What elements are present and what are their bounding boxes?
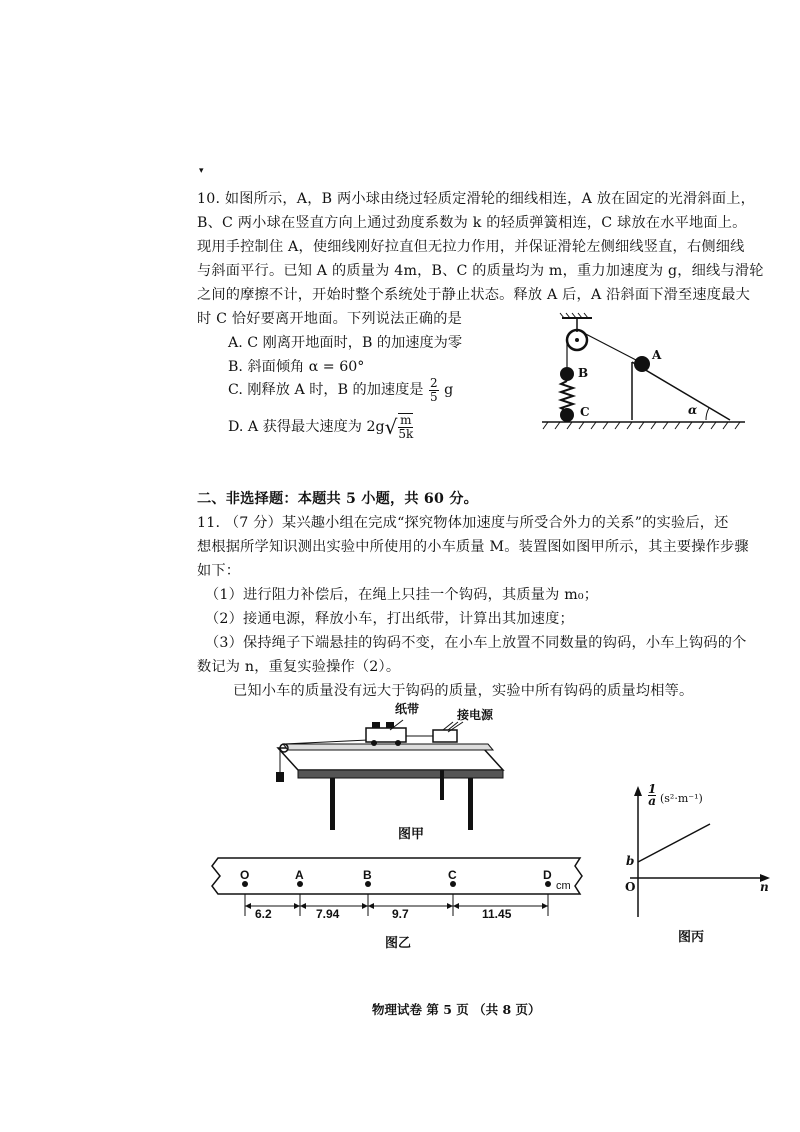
- segment-bc: 9.7: [392, 907, 409, 921]
- tape-label-d: D: [543, 868, 552, 882]
- section-2-heading: 二、非选择题：本题共 5 小题，共 60 分。: [197, 491, 478, 507]
- q10-figure: [540, 312, 770, 437]
- q10-option-c: [228, 372, 453, 408]
- q11-line-3: 如下：: [197, 563, 241, 579]
- hanging-weight: [276, 772, 284, 782]
- tape-label-a: A: [295, 868, 304, 882]
- ball-b: [560, 367, 574, 381]
- q11-step-3: （3）保持绳子下端悬挂的钩码不变，在小车上放置不同数量的钩码，小车上钩码的个: [205, 635, 747, 651]
- spring: [561, 381, 573, 411]
- stray-mark: ▾: [199, 166, 204, 176]
- graph-y-unit: (s²·m⁻¹): [660, 792, 703, 805]
- tape-label-c: C: [448, 868, 457, 882]
- label-a: A: [652, 348, 662, 362]
- q10-option-c-denominator: 5: [429, 389, 438, 404]
- q10-line-1: 10. 如图所示，A，B 两小球由绕过轻质定滑轮的细线相连，A 放在固定的光滑斜面上，: [197, 191, 755, 207]
- tape-unit: cm: [556, 880, 571, 892]
- q10-option-c-unit: g: [444, 382, 454, 398]
- q10-option-b: B. 斜面倾角 α = 60°: [228, 359, 365, 375]
- graph-line: [638, 824, 710, 862]
- q11-step-2: （2）接通电源，释放小车，打出纸带，计算出其加速度；: [205, 611, 574, 627]
- graph-y-label: [648, 784, 656, 807]
- tape-label-b: B: [363, 868, 372, 882]
- label-power: 接电源: [457, 708, 494, 722]
- q10-line-3: 现用手控制住 A，使细线刚好拉直但无拉力作用，并保证滑轮左侧细线竖直，右侧细线: [197, 239, 745, 255]
- q10-option-d-text: D. A 获得最大速度为 2g: [228, 419, 385, 435]
- q11-step-3-cont: 数记为 n，重复实验操作（2）。: [197, 659, 401, 675]
- caption-jia: 图甲: [398, 827, 425, 842]
- label-tape: 纸带: [395, 702, 420, 716]
- segment-oa: 6.2: [255, 907, 272, 921]
- segment-ab: 7.94: [316, 907, 340, 921]
- q11-line-1: 11. （7 分）某兴趣小组在完成“探究物体加速度与所受合外力的关系”的实验后，还: [197, 515, 729, 531]
- graph-y-label-num: 1: [648, 782, 657, 796]
- label-c: C: [580, 405, 590, 419]
- segment-cd: 11.45: [482, 907, 512, 921]
- ball-a: [634, 356, 650, 372]
- sqrt-symbol: √: [384, 415, 398, 439]
- graph-x-label: n: [760, 880, 769, 894]
- cart: [366, 728, 406, 742]
- q10-line-4: 与斜面平行。已知 A 的质量为 4m，B、C 的质量均为 m，重力加速度为 g，细线与滑轮: [197, 263, 764, 279]
- q10-line-2: B、C 两小球在竖直方向上通过劲度系数为 k 的轻质弹簧相连，C 球放在水平地面上。: [197, 215, 747, 231]
- q10-option-d: [228, 408, 414, 446]
- label-alpha: α: [688, 403, 698, 417]
- q10-option-d-fraction: [398, 413, 413, 441]
- tape-label-o: O: [240, 868, 250, 882]
- graph-y-label-den: a: [648, 794, 657, 808]
- figure-jia-apparatus: [268, 720, 513, 830]
- timer: [433, 730, 457, 742]
- ball-c: [560, 408, 574, 422]
- q11-step-1: （1）进行阻力补偿后，在绳上只挂一个钩码，其质量为 m₀；: [205, 587, 599, 603]
- q10-line-5: 之间的摩擦不计，开始时整个系统处于静止状态。释放 A 后，A 沿斜面下滑至速度最大: [197, 287, 750, 303]
- graph-origin: O: [625, 880, 636, 894]
- caption-bing: 图丙: [678, 930, 705, 945]
- q11-line-2: 想根据所学知识测出实验中所使用的小车质量 M。装置图如图甲所示，其主要操作步骤: [197, 539, 749, 555]
- q10-option-d-denominator: 5k: [398, 427, 414, 441]
- q10-option-c-fraction: [429, 377, 439, 404]
- q10-option-c-text: C. 刚释放 A 时，B 的加速度是: [228, 382, 424, 398]
- label-b: B: [578, 366, 589, 380]
- q10-line-6: 时 C 恰好要离开地面。下列说法正确的是: [197, 311, 463, 327]
- q11-note: 已知小车的质量没有远大于钩码的质量，实验中所有钩码的质量均相等。: [233, 683, 694, 699]
- q10-option-a: A. C 刚离开地面时，B 的加速度为零: [228, 335, 463, 351]
- q10-option-d-numerator: m: [400, 413, 412, 427]
- graph-intercept-b: b: [626, 854, 635, 868]
- page-footer: 物理试卷 第 5 页 （共 8 页）: [372, 1002, 541, 1017]
- q10-option-c-numerator: 2: [429, 375, 438, 390]
- caption-yi: 图乙: [385, 936, 412, 951]
